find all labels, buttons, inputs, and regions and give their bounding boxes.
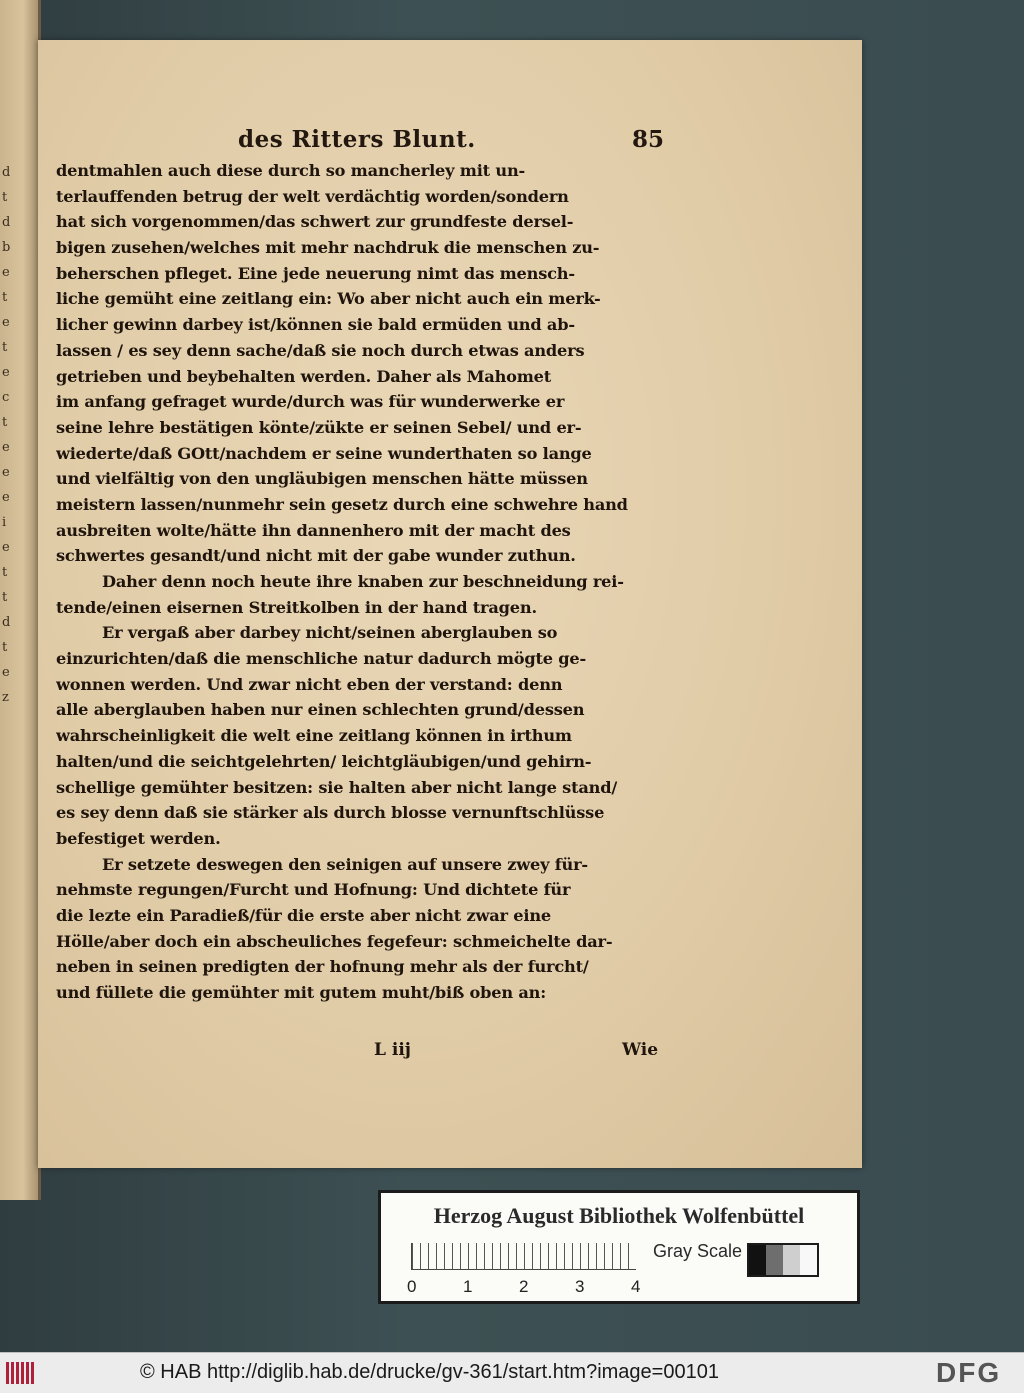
edge-letter: t xyxy=(2,640,8,655)
edge-letter: e xyxy=(2,665,10,680)
text-line: licher gewinn darbey ist/können sie bald ermüden und ab- xyxy=(56,315,575,335)
text-line: lassen / es sey denn sache/daß sie noch durch etwas anders xyxy=(56,340,585,360)
text-line: einzurichten/daß die menschliche natur dadurch mögte ge- xyxy=(56,649,587,669)
edge-letter: t xyxy=(2,340,8,355)
text-line: ausbreiten wolte/hätte ihn dannenhero mit der macht des xyxy=(56,520,571,540)
gray-swatch xyxy=(766,1245,783,1275)
text-line: die lezte ein Paradieß/für die erste aber nicht zwar eine xyxy=(56,905,552,925)
edge-letter: e xyxy=(2,465,10,480)
book-page xyxy=(38,40,862,1168)
text-line: wiederte/daß GOtt/nachdem er seine wunderthaten so lange xyxy=(56,443,592,463)
text-line: befestiget werden. xyxy=(56,828,221,848)
text-line: hat sich vorgenommen/das schwert zur grundfeste dersel- xyxy=(56,212,574,232)
text-line: und füllete die gemühter mit gutem muht/biß oben an: xyxy=(56,983,546,1002)
edge-letter: t xyxy=(2,190,8,205)
text-line: wahrscheinligkeit die welt eine zeitlang können in irthum xyxy=(56,726,572,746)
text-line: Er vergaß aber darbey nicht/seinen aberglauben so xyxy=(102,623,558,643)
edge-letter: t xyxy=(2,565,8,580)
text-line: nehmste regungen/Furcht und Hofnung: Und dichtete für xyxy=(56,880,571,900)
footer-bar xyxy=(0,1352,1024,1393)
text-line: schwertes gesandt/und nicht mit der gabe wunder zuthun. xyxy=(56,546,576,566)
text-line: wonnen werden. Und zwar nicht eben der verstand: denn xyxy=(56,674,563,694)
edge-letter: d xyxy=(2,165,11,180)
text-line: getrieben und beybehalten werden. Daher als Mahomet xyxy=(56,366,552,386)
ruler-number: 2 xyxy=(519,1277,529,1296)
library-name: Herzog August Bibliothek Wolfenbüttel xyxy=(433,1203,805,1228)
ruler-numbers xyxy=(407,1277,667,1297)
edge-letter: e xyxy=(2,365,10,380)
text-line: im anfang gefraget wurde/durch was für wunderwerke er xyxy=(56,392,565,412)
text-line: terlauffenden betrug der welt verdächtig worden/sondern xyxy=(56,186,569,206)
previous-page-edge xyxy=(0,0,39,1200)
running-head-title: des Ritters Blunt. xyxy=(238,126,476,153)
text-line: Hölle/aber doch ein abscheuliches fegefeur: schmeichelte dar- xyxy=(56,931,613,951)
text-line: und vielfältig von den ungläubigen menschen hätte müssen xyxy=(56,469,588,489)
gray-scale-label: Gray Scale xyxy=(653,1241,743,1261)
page-number: 85 xyxy=(632,126,665,153)
text-line: schellige gemühter besitzen: sie halten aber nicht lange stand/ xyxy=(56,777,618,797)
edge-letter: b xyxy=(2,240,11,255)
dfg-logo: DFG xyxy=(936,1357,1002,1388)
text-line: seine lehre bestätigen könte/zükte er seinen Sebel/ und er- xyxy=(56,417,582,437)
text-line: meistern lassen/nunmehr sein gesetz durch eine schwehre hand xyxy=(56,494,628,514)
ruler-number: 1 xyxy=(463,1277,473,1296)
edge-letter: e xyxy=(2,490,10,505)
edge-letter: i xyxy=(2,515,7,530)
gray-swatch xyxy=(783,1245,800,1275)
text-line: Daher denn noch heute ihre knaben zur beschneidung rei- xyxy=(102,572,624,591)
signature-mark: L iij xyxy=(374,1040,411,1060)
ruler-number: 4 xyxy=(631,1277,641,1296)
edge-letter: d xyxy=(2,215,11,230)
text-line: es sey denn daß sie stärker als durch blosse vernunftschlüsse xyxy=(56,803,605,823)
running-head xyxy=(38,126,862,156)
text-line: Er setzete deswegen den seinigen auf unsere zwey für- xyxy=(102,854,588,874)
edge-letter: t xyxy=(2,415,8,430)
gray-swatch xyxy=(800,1245,817,1275)
edge-letter: t xyxy=(2,290,8,305)
edge-letter: d xyxy=(2,615,11,630)
text-line: neben in seinen predigten der hofnung mehr als der furcht/ xyxy=(56,957,589,977)
edge-letter: c xyxy=(2,390,10,405)
color-scale-card xyxy=(378,1190,860,1304)
text-line: bigen zusehen/welches mit mehr nachdruk die menschen zu- xyxy=(56,238,600,258)
text-line: alle aberglauben haben nur einen schlechten grund/dessen xyxy=(56,700,585,720)
copyright-link[interactable]: © HAB http://diglib.hab.de/drucke/gv-361/start.htm?image=00101 xyxy=(140,1361,719,1383)
previous-page-letters xyxy=(2,160,34,710)
gray-scale-chart xyxy=(747,1243,819,1277)
edge-letter: e xyxy=(2,265,10,280)
edge-letter: z xyxy=(2,690,9,705)
ruler-number: 3 xyxy=(575,1277,585,1296)
gray-swatch xyxy=(749,1245,766,1275)
text-line: beherschen pfleget. Eine jede neuerung nimt das mensch- xyxy=(56,263,575,283)
edge-letter: t xyxy=(2,590,8,605)
edge-letter: e xyxy=(2,440,10,455)
ruler-number: 0 xyxy=(407,1277,417,1296)
catchword: Wie xyxy=(622,1040,659,1060)
page-foot xyxy=(38,1040,862,1066)
hab-logo-icon xyxy=(6,1362,36,1384)
text-line: halten/und die seichtgelehrten/ leichtgläubigen/und gehirn- xyxy=(56,751,592,771)
text-line: liche gemüht eine zeitlang ein: Wo aber nicht auch ein merk- xyxy=(56,289,601,309)
text-line: tende/einen eisernen Streitkolben in der hand tragen. xyxy=(56,597,537,617)
edge-letter: e xyxy=(2,315,10,330)
body-text xyxy=(56,158,678,1006)
ruler-scale xyxy=(411,1243,636,1270)
text-line: dentmahlen auch diese durch so mancherley mit un- xyxy=(56,161,526,180)
edge-letter: e xyxy=(2,540,10,555)
